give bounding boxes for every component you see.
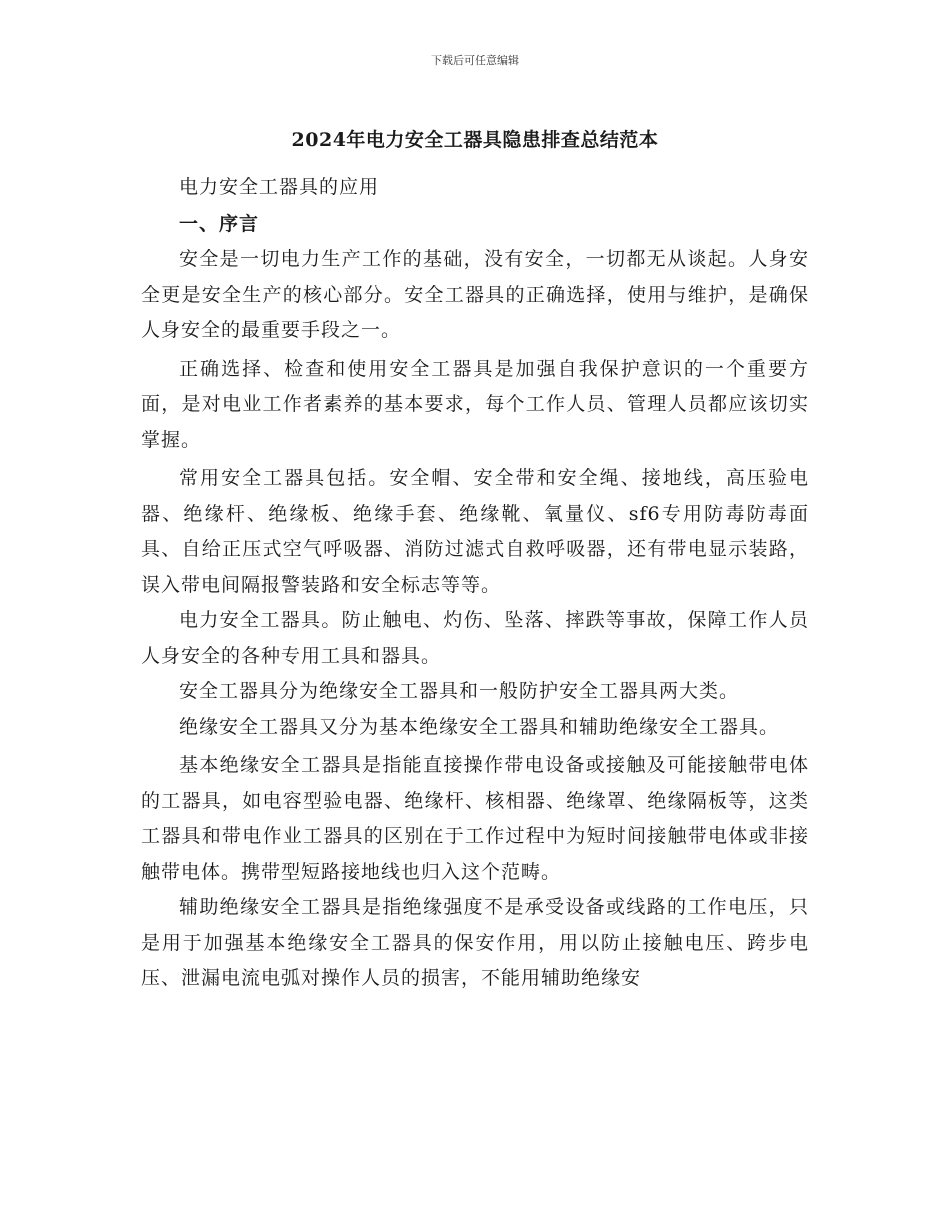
document-body xyxy=(141,170,809,997)
paragraph: 常用安全工器具包括。安全帽、安全带和安全绳、接地线，高压验电器、绝缘杆、绝缘板、绝缘手套、绝缘靴、氧量仪、sf6专用防毒防毒面具、自给正压式空气呼吸器、消防过滤式自救呼吸器，还有带电显示装路，误入带电间隔报警装路和安全标志等等。 xyxy=(141,467,809,596)
paragraph: 正确选择、检查和使用安全工器具是加强自我保护意识的一个重要方面，是对电业工作者素养的基本要求，每个工作人员、管理人员都应该切实掌握。 xyxy=(141,357,809,451)
document-title: 2024年电力安全工器具隐患排查总结范本 xyxy=(291,129,659,151)
header-note: 下载后可任意编辑 xyxy=(431,54,519,67)
paragraph: 电力安全工器具。防止触电、灼伤、坠落、摔跌等事故，保障工作人员人身安全的各种专用工具和器具。 xyxy=(141,609,809,667)
document-subtitle: 电力安全工器具的应用 xyxy=(179,176,380,198)
section-heading: 一、序言 xyxy=(179,212,260,235)
paragraph: 安全工器具分为绝缘安全工器具和一般防护安全工器具两大类。 xyxy=(179,680,740,702)
paragraph: 绝缘安全工器具又分为基本绝缘安全工器具和辅助绝缘安全工器具。 xyxy=(179,715,780,738)
paragraph: 辅助绝缘安全工器具是指绝缘强度不是承受设备或线路的工作电压，只是用于加强基本绝缘安全工器具的保安作用，用以防止接触电压、跨步电压、泄漏电流电弧对操作人员的损害，不能用辅助绝缘安 xyxy=(141,896,809,989)
paragraph: 基本绝缘安全工器具是指能直接操作带电设备或接触及可能接触带电体的工器具，如电容型验电器、绝缘杆、核相器、绝缘罩、绝缘隔板等，这类工器具和带电作业工器具的区别在于工作过程中为短时间接触带电体或非接触带电体。携带型短路接地线也归入这个范畴。 xyxy=(141,754,809,883)
paragraph: 安全是一切电力生产工作的基础，没有安全，一切都无从谈起。人身安全更是安全生产的核心部分。安全工器具的正确选择，使用与维护，是确保人身安全的最重要手段之一。 xyxy=(141,248,809,341)
